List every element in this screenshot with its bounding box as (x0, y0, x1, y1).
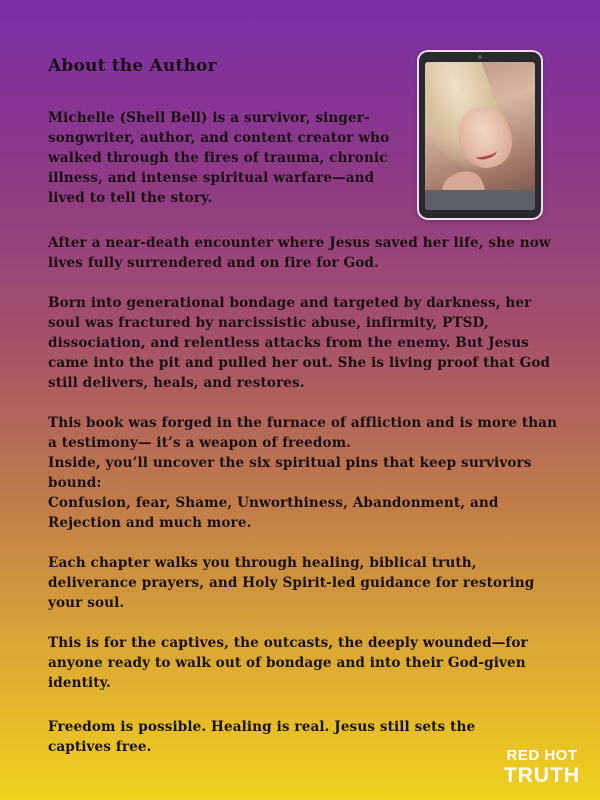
logo-line-2: TRUTH (503, 764, 581, 787)
bio-paragraph-encounter: After a near-death encounter where Jesus saved her life, she now lives fully surrendered and on fire for God. (48, 235, 551, 271)
bio-paragraph-audience: This is for the captives, the outcasts, the deeply wounded—for anyone ready to walk out of bondage and into their God-given identity. (48, 635, 528, 691)
author-photo (425, 62, 535, 210)
bio-paragraph-closing: Freedom is possible. Healing is real. Jesus still sets the captives free. (48, 719, 476, 755)
page-title: About the Author (48, 56, 217, 76)
bio-paragraph-intro: Michelle (Shell Bell) is a survivor, singer-songwriter, author, and content creator who walked through the fires of trauma, chronic illness, and intense spiritual warfare—and lived to tell the story. (48, 110, 390, 206)
bio-paragraph-chapters: Each chapter walks you through healing, biblical truth, deliverance prayers, and Holy Spirit-led guidance for restoring your soul. (48, 555, 535, 611)
bio-paragraph-book: This book was forged in the furnace of affliction and is more than a testimony— it’s a weapon of freedom. Inside, you’ll uncover the six spiritual pins that keep survivors bound: Confusion, fear, Shame, Unworthiness, Abandonment, and Rejection and much more. (48, 415, 558, 531)
author-photo-frame (419, 52, 541, 218)
red-hot-truth-logo (498, 748, 586, 786)
camera-dot-icon (478, 55, 482, 59)
logo-line-1: RED HOT (506, 747, 578, 764)
bio-paragraph-background: Born into generational bondage and targeted by darkness, her soul was fractured by narcissistic abuse, infirmity, PTSD, dissociation, and relentless attacks from the enemy. But Jesus came into the pit and pulled her out. She is living proof that God still delivers, heals, and restores. (48, 295, 551, 391)
